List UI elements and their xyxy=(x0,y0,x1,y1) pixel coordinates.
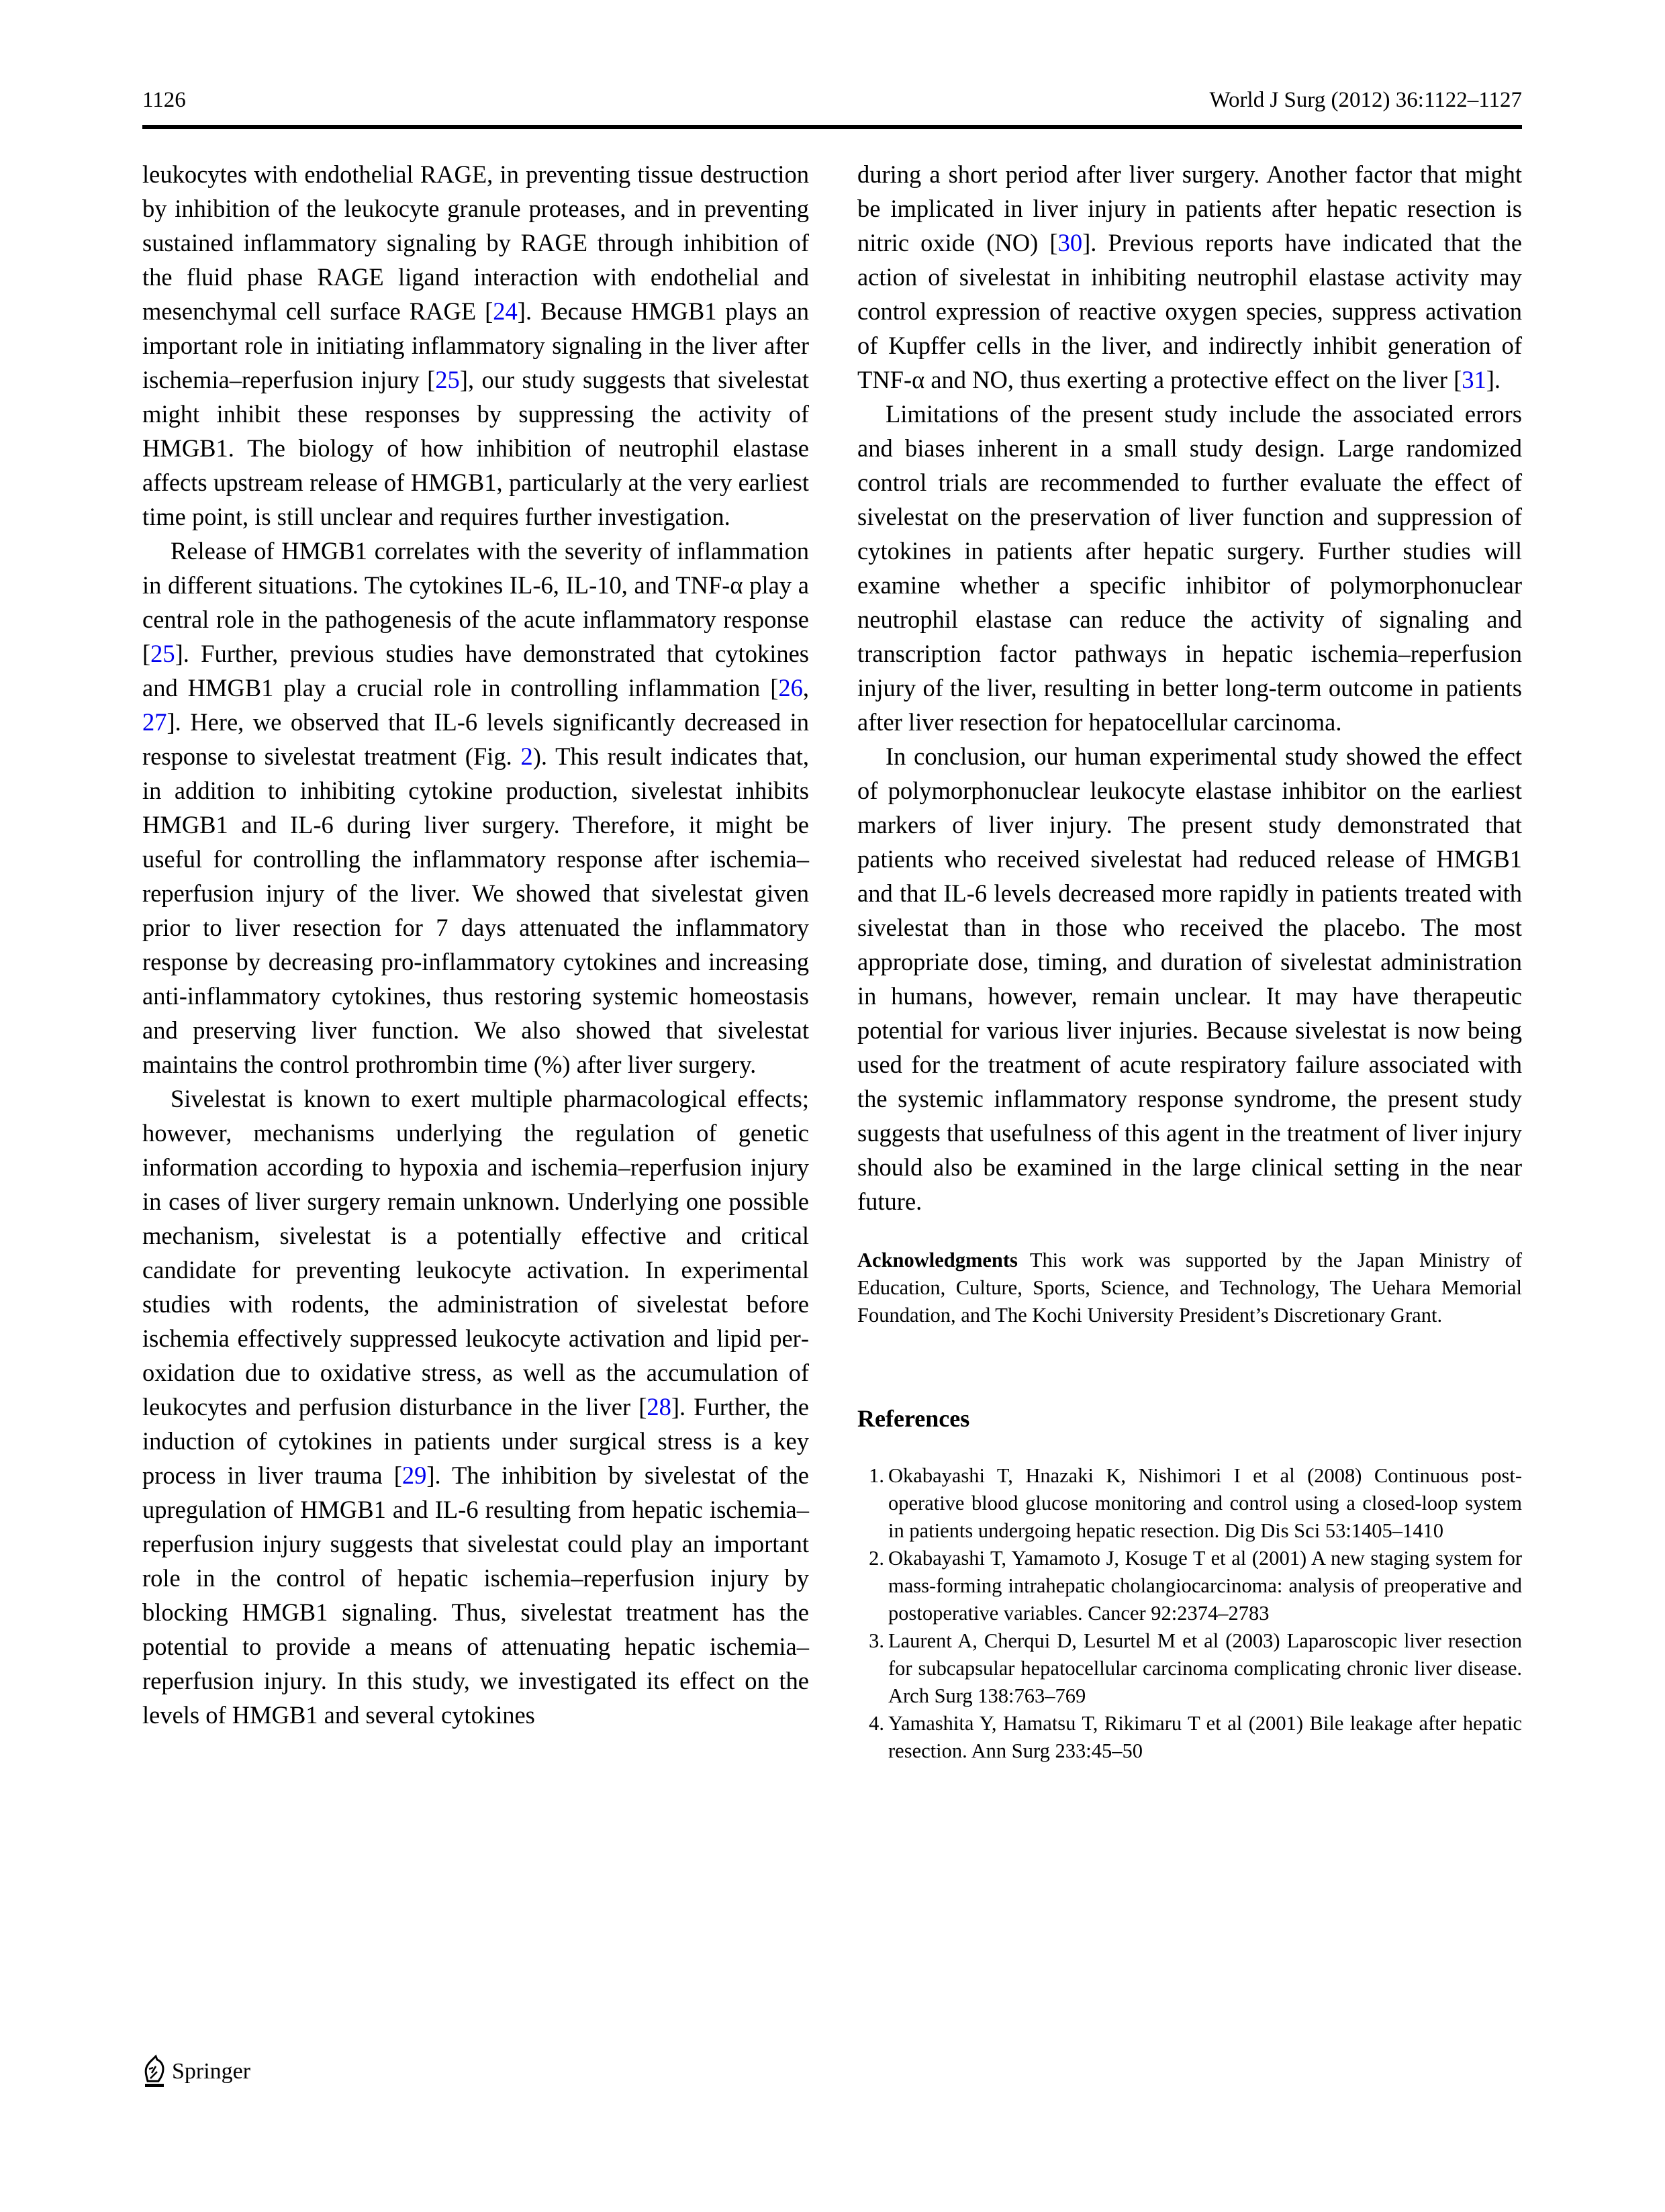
publisher-name: Springer xyxy=(172,2059,251,2084)
reference-item xyxy=(857,1710,1522,1765)
citation-link[interactable]: 31 xyxy=(1462,366,1486,393)
left-column xyxy=(142,157,809,1732)
reference-number: 1. xyxy=(869,1464,884,1487)
springer-knight-icon xyxy=(142,2054,166,2089)
citation-link[interactable]: 24 xyxy=(493,297,518,325)
acknowledgments xyxy=(857,1247,1522,1329)
paragraph-text: ]. xyxy=(1486,366,1501,393)
right-column xyxy=(857,157,1522,1765)
running-header xyxy=(142,83,1522,117)
paragraph-text: ]. Because HMGB1 plays an important role in initiating inflammatory signaling in the liver after ischemia–reperfusion injury [ xyxy=(142,297,809,393)
citation-link[interactable]: 27 xyxy=(142,708,167,736)
reference-number: 4. xyxy=(869,1712,884,1735)
citation-link[interactable]: 25 xyxy=(150,640,175,667)
paragraph-text: ]. Further, the induction of cytokines in patients under surgical stress is a key process in liver trauma [ xyxy=(142,1393,809,1489)
reference-text: Yamashita Y, Hamatsu T, Rikimaru T et al (2001) Bile leakage after hepatic resection. Ann Surg 233:45–50 xyxy=(888,1712,1522,1762)
body-paragraph xyxy=(857,739,1522,1218)
acknowledgments-text: This work was supported by the Japan Ministry of Education, Culture, Sports, Science, and Technology, The Uehara Memorial Foundation, and The Kochi University President’s Discretionary Grant. xyxy=(857,1249,1522,1327)
references-heading: References xyxy=(857,1405,970,1432)
right-column-body xyxy=(857,157,1522,1218)
body-paragraph xyxy=(142,157,809,534)
citation-link[interactable]: 30 xyxy=(1057,229,1083,256)
paragraph-text: leukocytes with endothelial RAGE, in preventing tissue destruction by inhibition of the leukocyte granule proteases, and in preventing sustained inflammatory signaling by RAGE through inhibition of the fluid phase RAGE ligand interaction with endothelial and mesenchymal cell surface RAGE [ xyxy=(142,160,809,325)
references-list xyxy=(857,1462,1522,1765)
reference-text: Okabayashi T, Yamamoto J, Kosuge T et al (2001) A new staging system for mass-forming intrahepatic cholangiocarcinoma: analysis of preoperative and postoperative variables. Cancer 92:2374–2783 xyxy=(888,1547,1522,1625)
paragraph-text: ]. Here, we observed that IL-6 levels significantly decreased in response to sivelestat treatment (Fig. xyxy=(142,708,809,770)
paragraph-text: ). This result indicates that, in addition to inhibiting cytokine production, sivelestat inhibits HMGB1 and IL-6 during liver surgery. Therefore, it might be useful for controlling the inflammatory response after ischemia–reperfusion injury of the liver. We showed that sivelestat given prior to liver resection for 7 days attenuated the inflammatory response by decreasing pro-inflammatory cytokines and increasing anti-inflammatory cytokines, thus restoring systemic homeostasis and preserving liver function. We also showed that sivelestat maintains the control prothrombin time (%) after liver surgery. xyxy=(142,742,809,1078)
reference-text: Laurent A, Cherqui D, Lesurtel M et al (2003) Laparoscopic liver resection for subcapsular hepatocellular carcinoma complicating chronic liver disease. Arch Surg 138:763–769 xyxy=(888,1629,1522,1707)
body-paragraph xyxy=(142,1081,809,1732)
journal-citation: World J Surg (2012) 36:1122–1127 xyxy=(1209,88,1522,112)
reference-number: 3. xyxy=(869,1629,884,1652)
page-number: 1126 xyxy=(142,88,186,112)
paragraph-text: ]. Previous reports have indicated that the action of sivelestat in inhibiting neutrophil elastase activity may control expression of reactive oxygen species, suppress activation of Kupffer cells in the liver, and indirectly inhibit generation of TNF-α and NO, thus exerting a protective effect on the liver [ xyxy=(857,229,1522,393)
acknowledgments-label: Acknowledgments xyxy=(857,1249,1018,1271)
citation-link[interactable]: 25 xyxy=(435,366,460,393)
body-paragraph xyxy=(857,397,1522,739)
paragraph-text: ], our study suggests that sivelestat might inhibit these responses by suppressing the activity of HMGB1. The biology of how inhibition of neutrophil elastase affects upstream release of HMGB1, particularly at the very earliest time point, is still unclear and requires further investigation. xyxy=(142,366,809,530)
reference-text: Okabayashi T, Hnazaki K, Nishimori I et al (2008) Continuous post-operative blood glucose monitoring and control using a closed-loop system in patients undergoing hepatic resection. Dig Dis Sci 53:1405–1410 xyxy=(888,1464,1522,1542)
header-rule xyxy=(142,125,1522,129)
reference-item xyxy=(857,1627,1522,1710)
paragraph-text: during a short period after liver surgery. Another factor that might be implicated in liver injury in patients after hepatic resection is nitric oxide (NO) [ xyxy=(857,160,1522,256)
paragraph-text: Limitations of the present study include the associated errors and biases inherent in a small study design. Large randomized control trials are recommended to further evaluate the effect of sivelestat on the preservation of liver function and suppression of cytokines in patients after hepatic surgery. Further studies will examine whether a specific inhibitor of polymorphonuclear neutrophil elastase can reduce the activity of signaling and transcription factor pathways in hepatic ischemia–reperfusion injury of the liver, resulting in better long-term outcome in patients after liver resection for hepatocellular carcinoma. xyxy=(857,400,1522,736)
paragraph-text: Sivelestat is known to exert multiple pharmacological effects; however, mechanisms underlying the regulation of genetic information according to hypoxia and ischemia–reperfusion injury in cases of liver surgery remain unknown. Underlying one possible mechanism, sivelestat is a potentially effective and critical candidate for preventing leukocyte activation. In experimental studies with rodents, the administration of sivelestat before ischemia effectively suppressed leukocyte activation and lipid peroxidation due to oxidative stress, as well as the accumulation of leukocytes and perfusion disturbance in the liver [ xyxy=(142,1085,809,1421)
body-paragraph xyxy=(142,534,809,1081)
body-paragraph xyxy=(857,157,1522,397)
paragraph-text: In conclusion, our human experimental study showed the effect of polymorphonuclear leukocyte elastase inhibitor on the earliest markers of liver injury. The present study demonstrated that patients who received sivelestat had reduced release of HMGB1 and that IL-6 levels decreased more rapidly in patients treated with sivelestat than in those who received the placebo. The most appropriate dose, timing, and duration of sivelestat administration in humans, however, remain unclear. It may have therapeutic potential for various liver injuries. Because sivelestat is now being used for the treatment of acute respiratory failure associated with the systemic inflammatory response syndrome, the present study suggests that usefulness of this agent in the treatment of liver injury should also be examined in the large clinical setting in the near future. xyxy=(857,742,1522,1215)
reference-item xyxy=(857,1462,1522,1545)
citation-link[interactable]: 2 xyxy=(520,742,533,770)
paragraph-text: ]. The inhibition by sivelestat of the upregulation of HMGB1 and IL-6 resulting from hepatic ischemia–reperfusion injury suggests that sivelestat could play an important role in the control of hepatic ischemia–reperfusion injury by blocking HMGB1 signaling. Thus, sivelestat treatment has the potential to provide a means of attenuating hepatic ischemia–reperfusion injury. In this study, we investigated its effect on the levels of HMGB1 and several cytokines xyxy=(142,1461,810,1729)
paragraph-text: , xyxy=(802,674,809,702)
reference-number: 2. xyxy=(869,1547,884,1570)
paragraph-text: ]. Further, previous studies have demonstrated that cytokines and HMGB1 play a crucial role in controlling inflammation [ xyxy=(142,640,809,702)
citation-link[interactable]: 29 xyxy=(401,1461,427,1489)
paragraph-text: Release of HMGB1 correlates with the severity of inflammation in different situations. The cytokines IL-6, IL-10, and TNF-α play a central role in the pathogenesis of the acute inflammatory response [ xyxy=(142,537,809,667)
citation-link[interactable]: 26 xyxy=(778,674,803,702)
reference-item xyxy=(857,1545,1522,1627)
citation-link[interactable]: 28 xyxy=(647,1393,671,1421)
publisher-footer xyxy=(142,2053,250,2090)
